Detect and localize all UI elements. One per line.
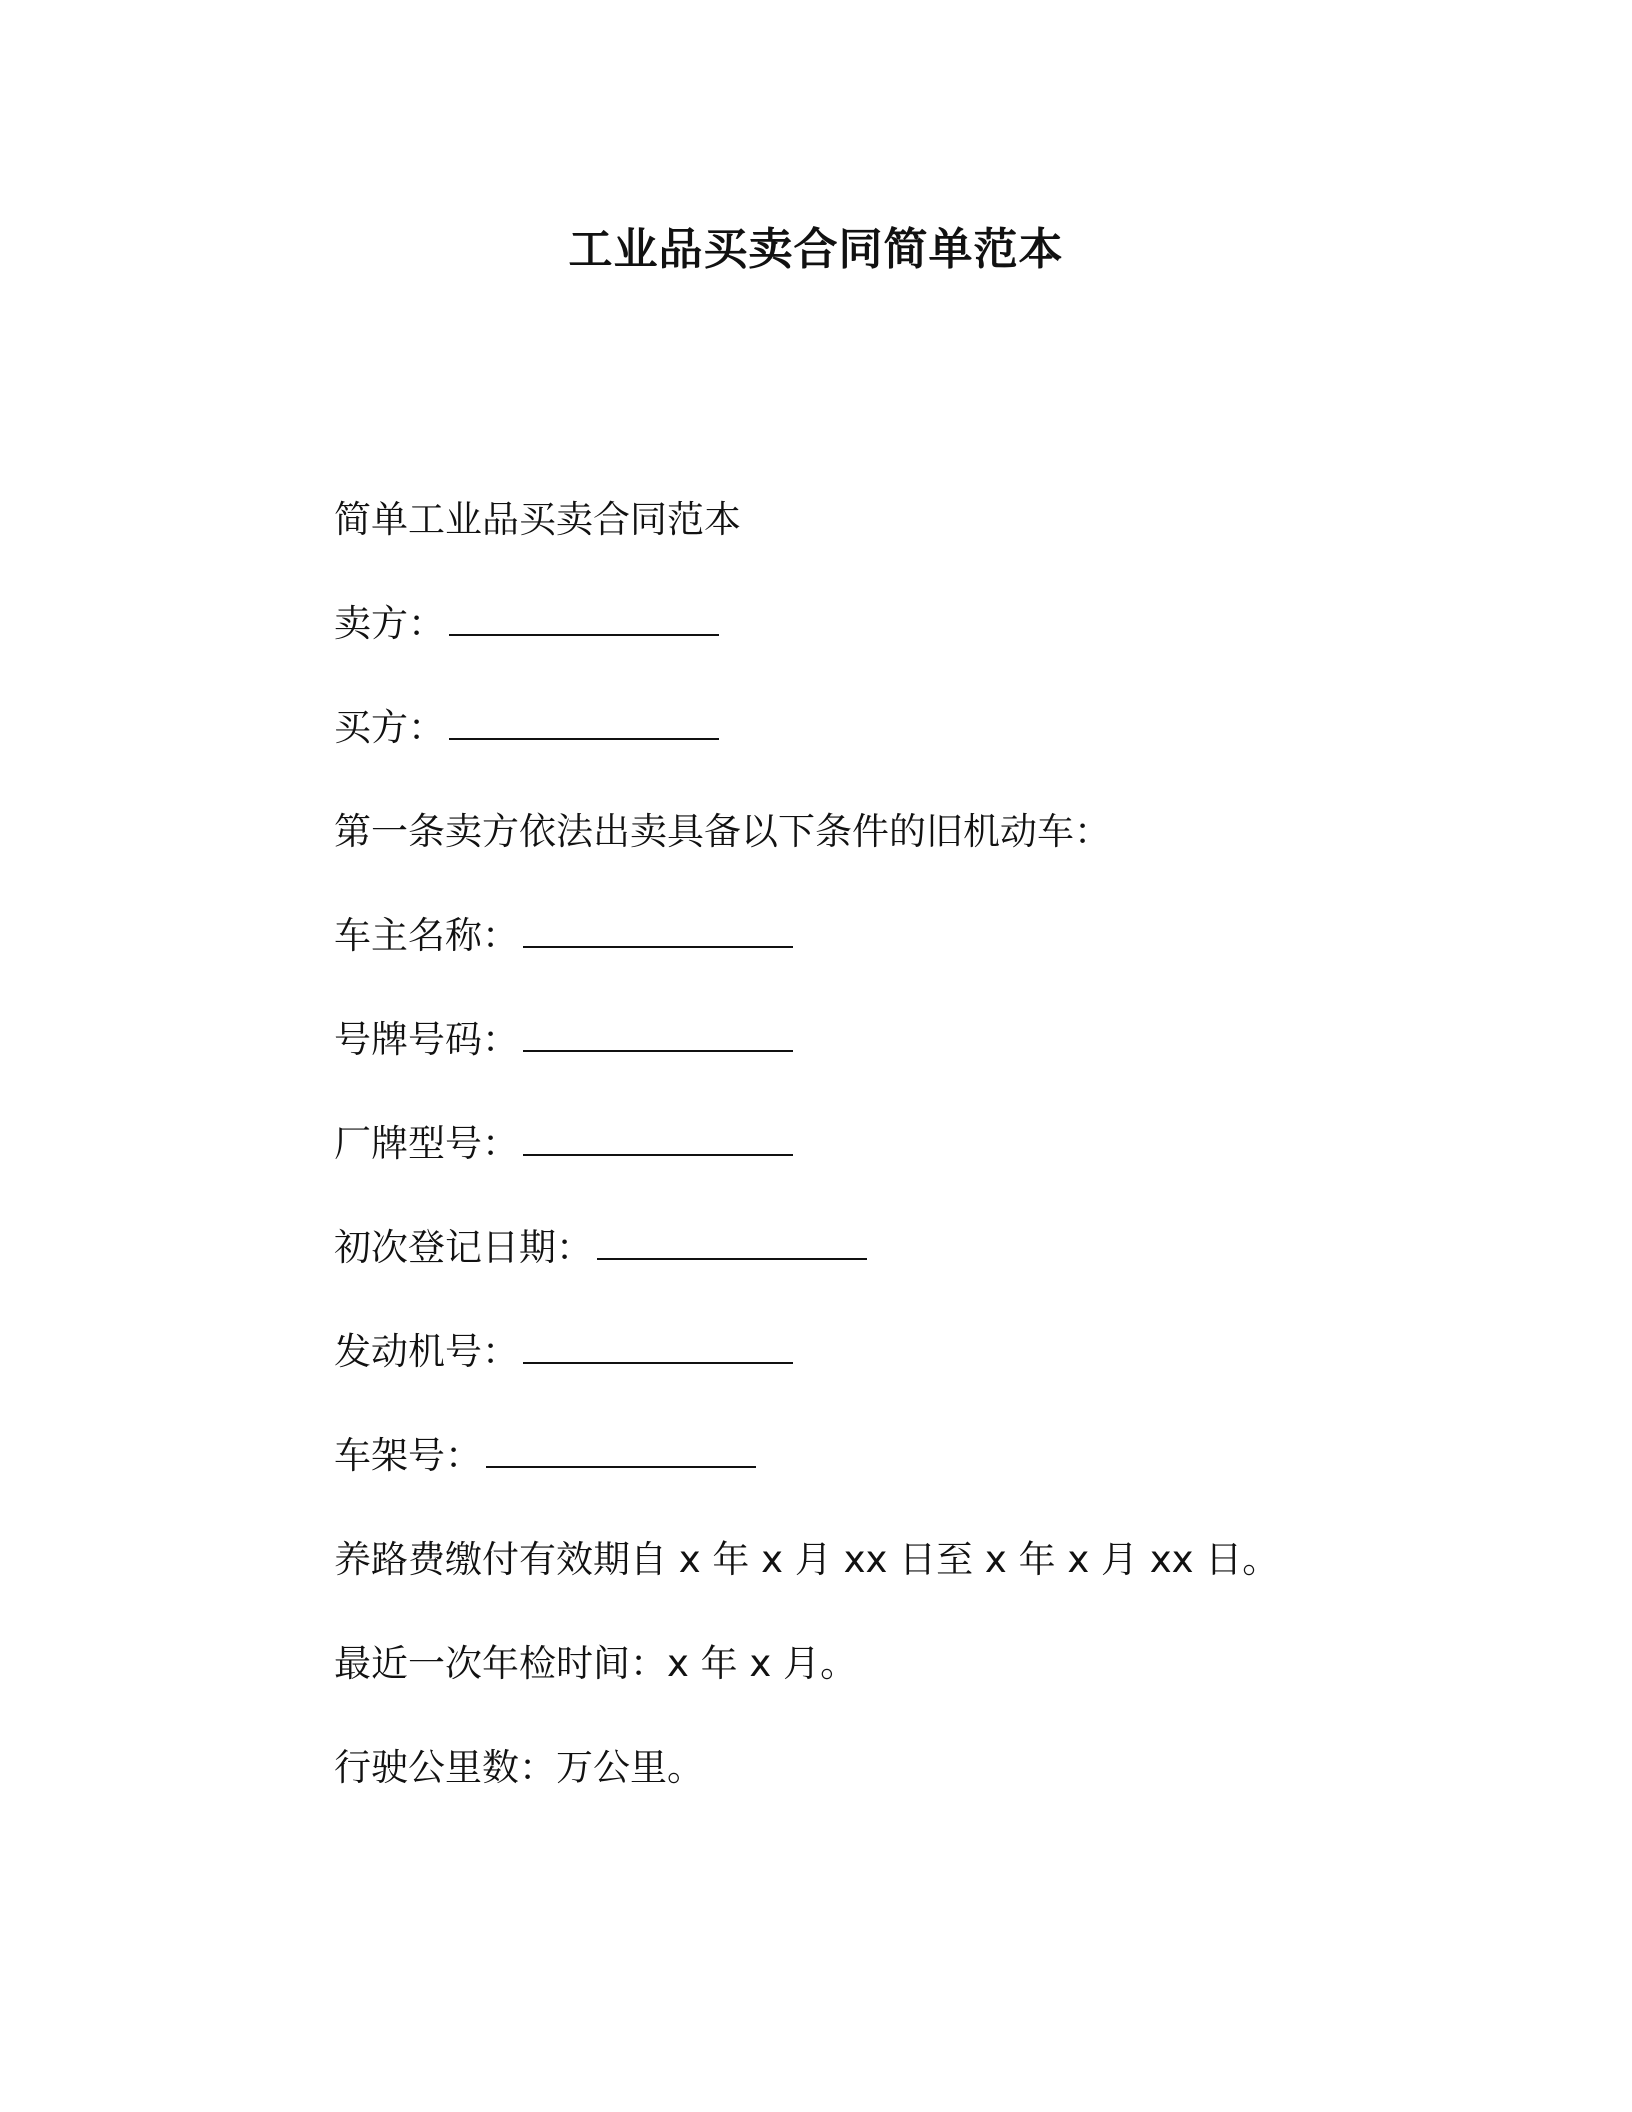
plate-number-label: 号牌号码： — [334, 1018, 519, 1061]
owner-name-label: 车主名称： — [334, 914, 519, 957]
registration-date-blank — [597, 1222, 867, 1260]
buyer-label: 买方： — [334, 706, 445, 749]
seller-label: 卖方： — [334, 602, 445, 645]
buyer-line — [334, 700, 1434, 804]
mileage-line: 行驶公里数：万公里。 — [334, 1746, 704, 1789]
brand-model-line — [334, 1116, 1434, 1220]
owner-name-line — [334, 908, 1434, 1012]
contract-subtitle: 简单工业品买卖合同范本 — [334, 498, 741, 541]
plate-number-blank — [523, 1014, 793, 1052]
document-title: 工业品买卖合同简单范本 — [568, 224, 1064, 275]
seller-blank — [449, 598, 719, 636]
registration-date-line — [334, 1220, 1434, 1324]
seller-line — [334, 596, 1434, 700]
inspection-line: 最近一次年检时间：x 年 x 月。 — [334, 1642, 858, 1685]
brand-model-label: 厂牌型号： — [334, 1122, 519, 1165]
frame-number-blank — [486, 1430, 756, 1468]
plate-number-line — [334, 1012, 1434, 1116]
road-fee-line: 养路费缴付有效期自 x 年 x 月 xx 日至 x 年 x 月 xx 日。 — [334, 1538, 1280, 1581]
engine-number-line — [334, 1324, 1434, 1428]
buyer-blank — [449, 702, 719, 740]
clause-one: 第一条卖方依法出卖具备以下条件的旧机动车： — [334, 810, 1111, 853]
engine-number-label: 发动机号： — [334, 1330, 519, 1373]
owner-name-blank — [523, 910, 793, 948]
document-body — [334, 492, 1434, 1844]
frame-number-label: 车架号： — [334, 1434, 482, 1477]
frame-number-line — [334, 1428, 1434, 1532]
engine-number-blank — [523, 1326, 793, 1364]
brand-model-blank — [523, 1118, 793, 1156]
registration-date-label: 初次登记日期： — [334, 1226, 593, 1269]
